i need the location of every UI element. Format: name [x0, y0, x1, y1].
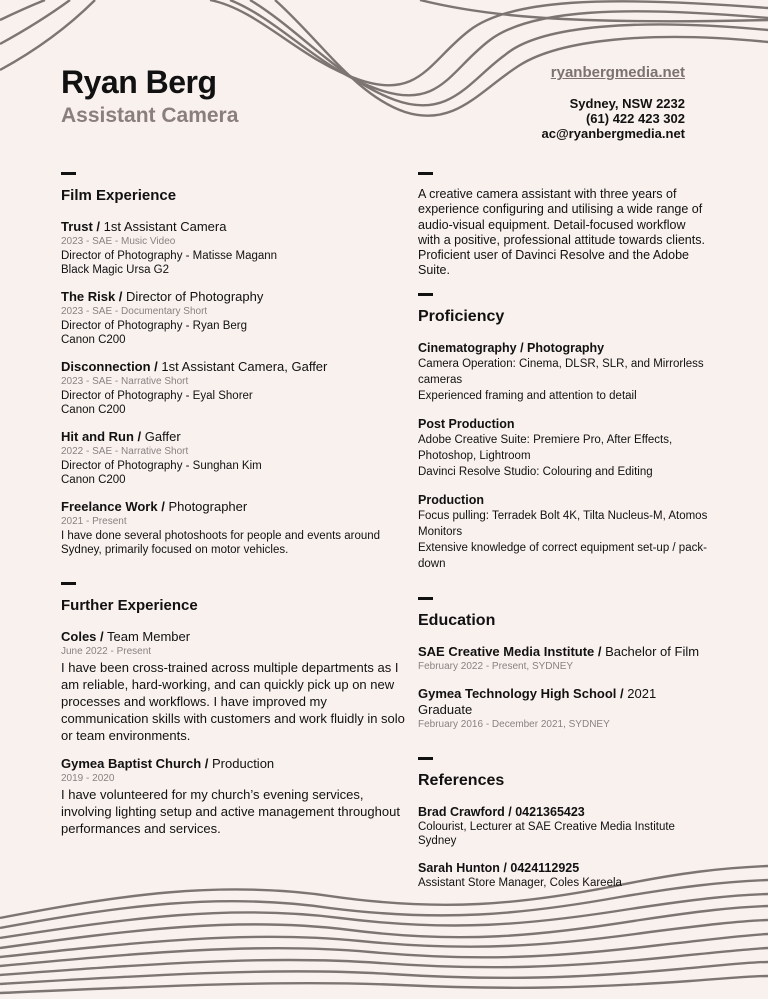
film-entry: [61, 359, 406, 417]
contact-block: [542, 96, 685, 141]
proficiency-heading: Proficiency: [418, 307, 505, 325]
education-entry: [418, 644, 708, 674]
proficiency-line: Extensive knowledge of correct equipment set-up / pack-down: [418, 541, 707, 570]
entry-meta: 2019 - 2020: [61, 773, 115, 784]
proficiency-title: Post Production: [418, 416, 515, 431]
entry-role: 1st Assistant Camera: [103, 219, 227, 234]
entry-line: Director of Photography - Sunghan Kim: [61, 460, 262, 472]
reference-name: Brad Crawford / 0421365423: [418, 804, 585, 819]
film-entry: [61, 499, 406, 557]
entry-meta: June 2022 - Present: [61, 646, 152, 657]
section-divider: [418, 293, 433, 296]
section-divider: [418, 597, 433, 600]
entry-org: Gymea Technology High School /: [418, 685, 624, 701]
entry-org: The Risk /: [61, 289, 123, 304]
entry-description: I have been cross-trained across multiple departments as I am reliable, hard-working, and can quickly pick up on new processes and workflows. I have improved my communication skills with customers and work fluidly in solo or team environments.: [61, 660, 405, 743]
entry-line: Director of Photography - Matisse Magann: [61, 250, 278, 262]
entry-meta: February 2016 - December 2021, SYDNEY: [418, 718, 610, 730]
entry-meta: 2023 - SAE - Documentary Short: [61, 306, 208, 317]
contact-email: ac@ryanbergmedia.net: [541, 126, 685, 141]
proficiency-title: Production: [418, 492, 484, 507]
entry-meta: 2022 - SAE - Narrative Short: [61, 446, 189, 457]
proficiency-line: Camera Operation: Cinema, DLSR, SLR, and Mirrorless cameras: [418, 357, 704, 386]
proficiency-line: Experienced framing and attention to detail: [418, 389, 637, 402]
entry-role: Gaffer: [144, 429, 181, 444]
reference-name: Sarah Hunton / 0424112925: [418, 860, 580, 875]
proficiency-line: Adobe Creative Suite: Premiere Pro, After Effects, Photoshop, Lightroom: [418, 433, 673, 462]
education-heading: Education: [418, 611, 496, 629]
proficiency-line: Focus pulling: Terradek Bolt 4K, Tilta Nucleus-M, Atomos Monitors: [418, 509, 708, 538]
film-entry: [61, 219, 406, 277]
website-link[interactable]: ryanbergmedia.net: [550, 64, 685, 81]
entry-description: I have volunteered for my church’s evening services, involving lighting setup and active management throughout performances and services.: [61, 787, 400, 836]
entry-line: Canon C200: [61, 474, 126, 486]
section-divider: [418, 172, 433, 175]
entry-org: Gymea Baptist Church /: [61, 756, 209, 771]
further-experience-heading: Further Experience: [61, 597, 198, 614]
further-entry: [61, 629, 406, 744]
entry-role: 2021 Graduate: [418, 685, 657, 717]
contact-phone: (61) 422 423 302: [585, 111, 685, 126]
entry-org: Trust /: [61, 219, 101, 234]
applicant-role: Assistant Camera: [61, 104, 239, 127]
entry-role: Photographer: [168, 499, 248, 514]
entry-role: Production: [212, 756, 275, 771]
proficiency-group: [418, 340, 708, 404]
entry-org: Hit and Run /: [61, 429, 142, 444]
entry-meta: 2023 - SAE - Music Video: [61, 236, 176, 247]
entry-line: Canon C200: [61, 334, 126, 346]
entry-line: I have done several photoshoots for people and events around Sydney, primarily focused on motor vehicles.: [61, 530, 381, 556]
entry-line: Canon C200: [61, 404, 126, 416]
entry-meta: February 2022 - Present, SYDNEY: [418, 660, 574, 672]
reference-entry: [418, 804, 708, 848]
entry-line: Director of Photography - Ryan Berg: [61, 320, 248, 332]
further-entry: [61, 756, 406, 837]
proficiency-title: Cinematography / Photography: [418, 340, 605, 355]
profile-summary: A creative camera assistant with three years of experience configuring and utilising a wide range of audio-visual equipment. Detail-focused workflow with a positive, professional attitude towards clients. Proficient user of Davinci Resolve and the Adobe Suite.: [418, 187, 705, 278]
references-heading: References: [418, 771, 505, 789]
reference-detail: Assistant Store Manager, Coles Kareela: [418, 876, 622, 889]
entry-line: Director of Photography - Eyal Shorer: [61, 390, 253, 402]
entry-line: Black Magic Ursa G2: [61, 264, 170, 276]
film-experience-heading: Film Experience: [61, 187, 177, 204]
entry-meta: 2021 - Present: [61, 516, 127, 527]
entry-org: Coles /: [61, 629, 104, 644]
right-column: [418, 172, 708, 902]
education-entry: [418, 686, 708, 732]
entry-role: 1st Assistant Camera, Gaffer: [161, 359, 328, 374]
entry-org: Disconnection /: [61, 359, 158, 374]
contact-location: Sydney, NSW 2232: [569, 96, 685, 111]
reference-detail: Colourist, Lecturer at SAE Creative Media Institute Sydney: [418, 820, 675, 847]
section-divider: [61, 582, 76, 585]
applicant-name: Ryan Berg: [61, 64, 217, 100]
left-column: [61, 172, 406, 849]
entry-org: SAE Creative Media Institute /: [418, 643, 602, 659]
proficiency-group: [418, 416, 708, 480]
entry-role: Director of Photography: [126, 289, 264, 304]
section-divider: [61, 172, 76, 175]
entry-meta: 2023 - SAE - Narrative Short: [61, 376, 189, 387]
section-divider: [418, 757, 433, 760]
entry-role: Team Member: [107, 629, 191, 644]
film-entry: [61, 289, 406, 347]
proficiency-group: [418, 492, 708, 572]
film-entry: [61, 429, 406, 487]
entry-org: Freelance Work /: [61, 499, 165, 514]
entry-role: Bachelor of Film: [605, 643, 700, 659]
proficiency-line: Davinci Resolve Studio: Colouring and Editing: [418, 465, 653, 478]
reference-entry: [418, 860, 708, 890]
